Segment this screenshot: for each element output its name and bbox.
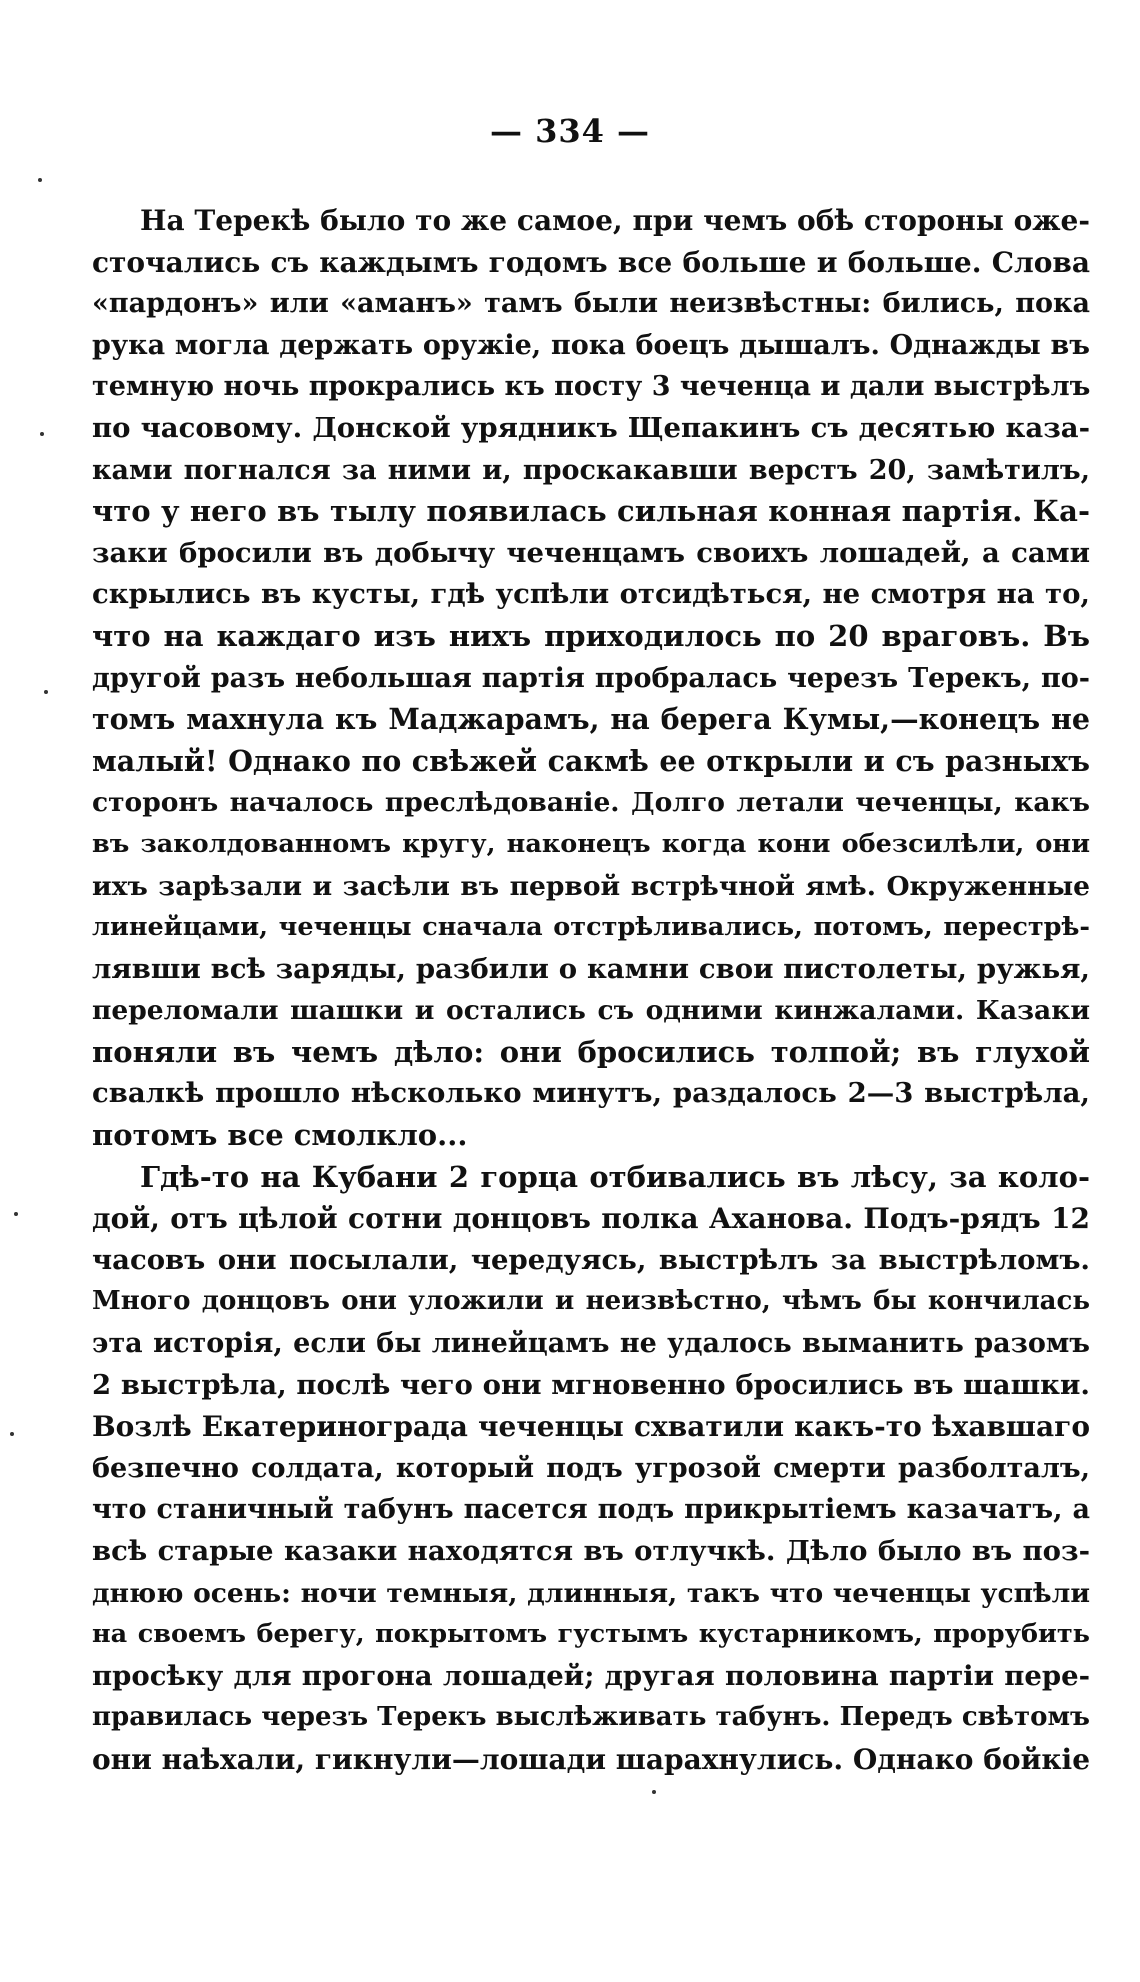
text-line: темную ночь прокрались къ посту 3 чеченца и дали выстрѣлъ (92, 371, 1091, 403)
text-line: что у него въ тылу появилась сильная конная партія. Ка- (92, 494, 1090, 529)
body-text (92, 200, 1090, 1781)
text-line: На Терекѣ было то же самое, при чемъ обѣ стороны оже- (140, 204, 1090, 237)
text-line: 2 выстрѣла, послѣ чего они мгновенно бросились въ шашки. (92, 1368, 1090, 1401)
page-number: — 334 — (489, 112, 651, 150)
text-line: ками погнался за ними и, проскакавши верстъ 20, замѣтилъ, (92, 454, 1090, 486)
text-line: Много донцовъ они уложили и неизвѣстно, чѣмъ бы кончилась (92, 1286, 1090, 1317)
text-line: ихъ зарѣзали и засѣли въ первой встрѣчной ямѣ. Окруженные (92, 870, 1090, 902)
text-line: томъ махнула къ Маджарамъ, на берега Кумы,—конецъ не (92, 702, 1090, 737)
text-line: правилась черезъ Терекъ выслѣживать табунъ. Передъ свѣтомъ (92, 1702, 1090, 1733)
scan-speck (44, 690, 48, 694)
text-line: всѣ старые казаки находятся въ отлучкѣ. Дѣло было въ поз- (92, 1535, 1090, 1567)
text-line: скрылись въ кусты, гдѣ успѣли отсидѣться, не смотря на то, (92, 578, 1090, 611)
scan-speck (40, 432, 44, 436)
text-line: сточались съ каждымъ годомъ все больше и больше. Слова (92, 245, 1090, 279)
text-line: эта исторія, если бы линейцамъ не удалось выманить разомъ (92, 1328, 1090, 1360)
scan-speck (38, 178, 42, 182)
text-line: другой разъ небольшая партія пробралась черезъ Терекъ, по- (92, 662, 1090, 694)
text-line: по часовому. Донской урядникъ Щепакинъ съ десятью каза- (92, 411, 1090, 444)
text-line: просѣку для прогона лошадей; другая половина партіи пере- (92, 1659, 1090, 1692)
text-line: что станичный табунъ пасется подъ прикрытіемъ казачатъ, а (92, 1494, 1090, 1526)
text-line: часовъ они посылали, чередуясь, выстрѣлъ за выстрѣломъ. (92, 1243, 1090, 1276)
text-line: Возлѣ Екатеринограда чеченцы схватили какъ-то ѣхавшаго (92, 1410, 1090, 1444)
scan-speck (652, 1790, 656, 1794)
text-line: они наѣхали, гикнули—лошади шарахнулись. Однако бойкіе (92, 1742, 1091, 1776)
text-line: заки бросили въ добычу чеченцамъ своихъ лошадей, а сами (92, 536, 1090, 569)
text-line: свалкѣ прошло нѣсколько минутъ, раздалось 2—3 выстрѣла, (92, 1077, 1090, 1110)
text-line: что на каждаго изъ нихъ приходилось по 20 враговъ. Въ (92, 618, 1090, 653)
text-line: рука могла держать оружіе, пока боецъ дышалъ. Однажды въ (92, 329, 1090, 361)
text-line: линейцами, чеченцы сначала отстрѣливались, потомъ, перестрѣ- (92, 912, 1090, 943)
text-line: сторонъ началось преслѣдованіе. Долго летали чеченцы, какъ (92, 787, 1090, 819)
text-line: малый! Однако по свѣжей сакмѣ ее открыли и съ разныхъ (92, 743, 1090, 778)
text-line: днюю осень: ночи темныя, длинныя, такъ что чеченцы успѣли (92, 1577, 1090, 1609)
text-line: поняли въ чемъ дѣло: они бросились толпой; въ глухой (92, 1034, 1090, 1069)
text-line: безпечно солдата, который подъ угрозой смерти разболталъ, (92, 1452, 1090, 1484)
scan-speck (14, 1212, 18, 1216)
text-line: переломали шашки и остались съ одними кинжалами. Казаки (92, 995, 1090, 1027)
scan-speck (10, 1432, 14, 1436)
text-line: потомъ все смолкло... (92, 1118, 468, 1153)
text-line: въ заколдованномъ кругу, наконецъ когда кони обезсилѣли, они (92, 828, 1090, 859)
text-line: лявши всѣ заряды, разбили о камни свои пистолеты, ружья, (92, 952, 1090, 985)
text-line: дой, отъ цѣлой сотни донцовъ полка Аханова. Подъ-рядъ 12 (92, 1202, 1090, 1236)
text-line: на своемъ берегу, покрытомъ густымъ кустарникомъ, прорубить (92, 1619, 1090, 1650)
text-line: «пардонъ» или «аманъ» тамъ были неизвѣстны: бились, пока (92, 288, 1090, 320)
text-line: Гдѣ-то на Кубани 2 горца отбивались въ лѣсу, за коло- (140, 1159, 1090, 1194)
